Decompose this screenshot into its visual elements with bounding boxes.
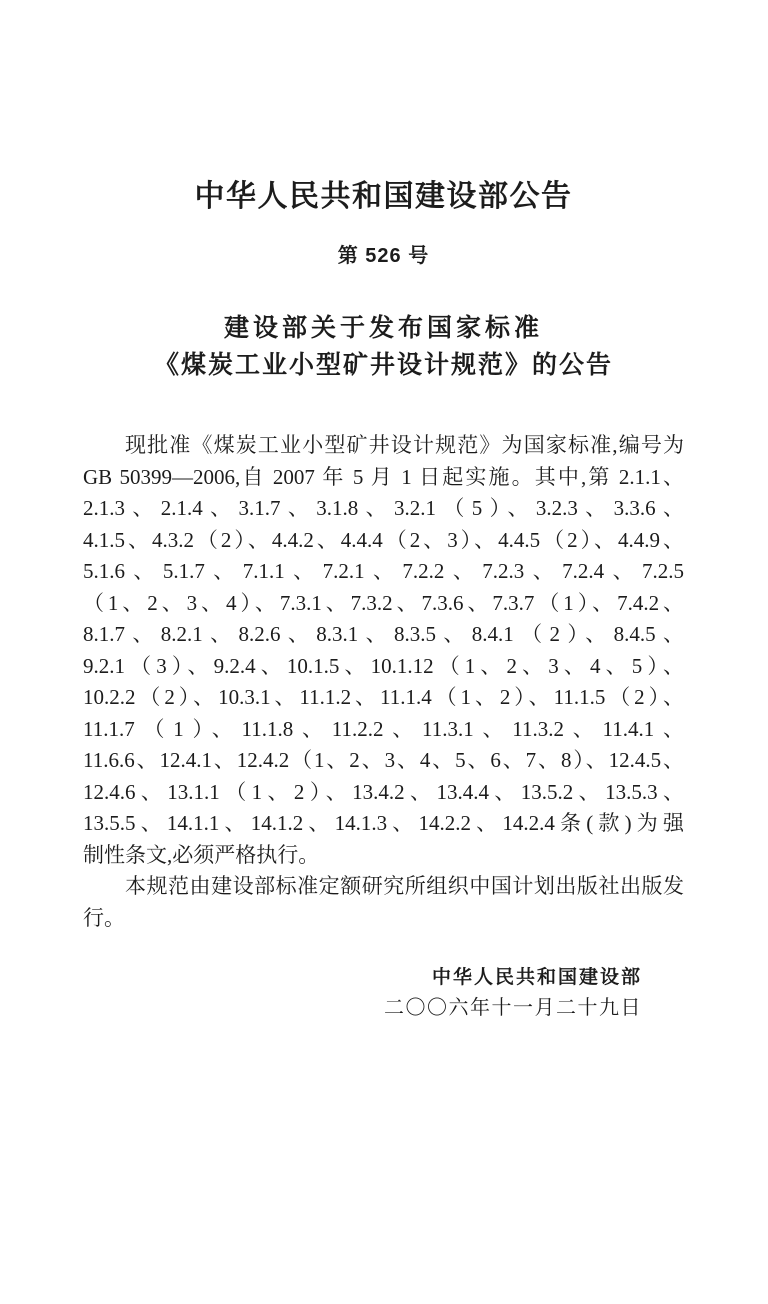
- body-line: 行。: [83, 905, 125, 930]
- announcement-page: [0, 182, 768, 1304]
- body-line: 10.2.2（2）、10.3.1、11.1.2、11.1.4（1、2）、11.1.5（2）、: [83, 685, 684, 709]
- body-line: 2.1.3、2.1.4、3.1.7、3.1.8、3.2.1（5）、3.2.3、3.3.6、: [83, 496, 684, 520]
- announcement-subtitle: [83, 310, 684, 384]
- signature-block: [83, 963, 684, 1023]
- body-line: 8.1.7、8.2.1、8.2.6、8.3.1、8.3.5、8.4.1（2）、8.4.5、: [83, 622, 684, 646]
- body-line: 现批准《煤炭工业小型矿井设计规范》为国家标准,编号为: [125, 433, 684, 457]
- subtitle-line-2: 《煤炭工业小型矿井设计规范》的公告: [153, 351, 613, 379]
- subtitle-line-1: 建设部关于发布国家标准: [223, 314, 543, 342]
- body-line: GB 50399—2006,自 2007 年 5 月 1 日起实施。其中,第 2.1.1、: [83, 464, 684, 489]
- body-line: 4.1.5、4.3.2（2）、4.4.2、4.4.4（2、3）、4.4.5（2）、4.4.9、: [83, 527, 684, 552]
- issuer-name: 中华人民共和国建设部: [431, 967, 642, 988]
- announcement-body: [83, 430, 684, 934]
- page-title: 中华人民共和国建设部公告: [194, 180, 573, 213]
- body-paragraph-1: [83, 430, 684, 871]
- body-line: 11.6.6、12.4.1、12.4.2（1、2、3、4、5、6、7、8）、12.4.5、: [83, 748, 684, 772]
- body-line: 9.2.1（3）、9.2.4、10.1.5、10.1.12（1、2、3、4、5）、: [83, 653, 684, 678]
- issue-date: 二〇〇六年十一月二十九日: [384, 997, 642, 1019]
- document-number: 第 526 号: [337, 245, 430, 267]
- body-line: 制性条文,必须严格执行。: [83, 842, 320, 867]
- body-line: （1、2、3、4）、7.3.1、7.3.2、7.3.6、7.3.7（1）、7.4.2、: [83, 590, 684, 615]
- body-line: 13.5.5、14.1.1、14.1.2、14.1.3、14.2.2、14.2.4条(款)为强: [83, 811, 684, 835]
- body-line: 5.1.6、5.1.7、7.1.1、7.2.1、7.2.2、7.2.3、7.2.4、7.2.5: [83, 559, 684, 583]
- body-line: 12.4.6、13.1.1（1、2）、13.4.2、13.4.4、13.5.2、13.5.3、: [83, 779, 684, 804]
- body-line: 11.1.7（1）、11.1.8、11.2.2、11.3.1、11.3.2、11.4.1、: [83, 716, 684, 741]
- body-line: 本规范由建设部标准定额研究所组织中国计划出版社出版发: [125, 874, 684, 898]
- body-paragraph-2: [83, 871, 684, 934]
